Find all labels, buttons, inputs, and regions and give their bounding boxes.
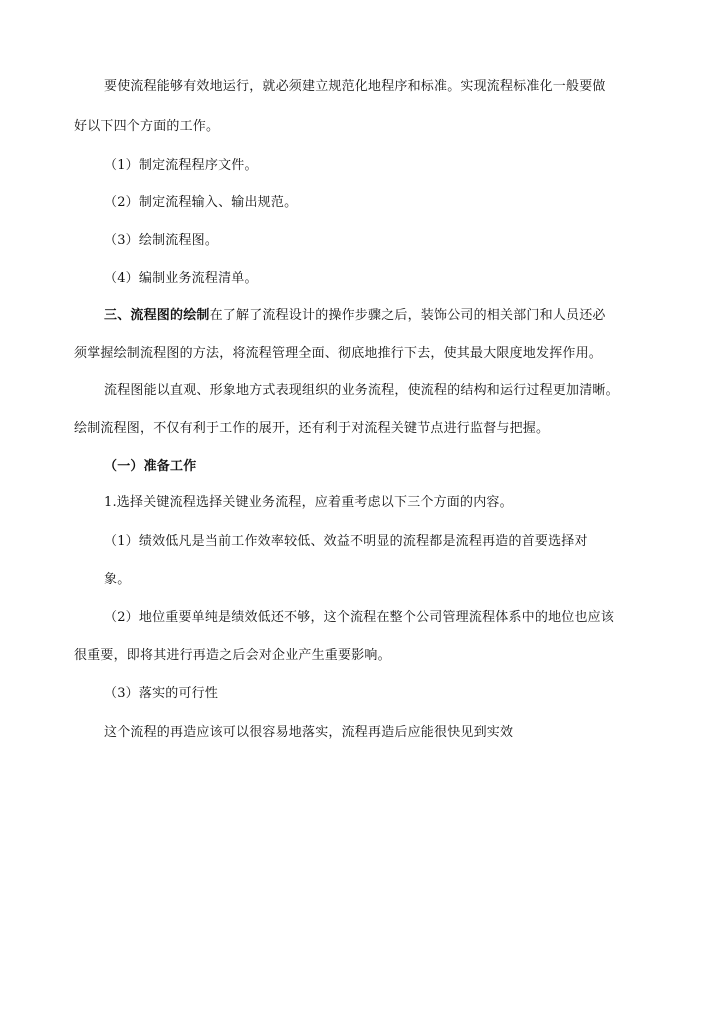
paragraph-line: 要使流程能够有效地运行，就必须建立规范化地程序和标准。实现流程标准化一般要做 — [104, 79, 606, 94]
subsection-heading: （一）准备工作 — [104, 459, 197, 474]
list-item: （3）绘制流程图。 — [104, 233, 219, 248]
paragraph-line: 绘制流程图，不仅有利于工作的展开，还有利于对流程关键节点进行监督与把握。 — [74, 421, 550, 436]
list-item: （2）地位重要单纯是绩效低还不够，这个流程在整个公司管理流程体系中的地位也应该 — [104, 610, 615, 625]
list-item-continuation: 象。 — [104, 572, 131, 587]
paragraph-line: 这个流程的再造应该可以很容易地落实，流程再造后应能很快见到实效 — [104, 725, 514, 740]
paragraph-line: 1.选择关键流程选择关键业务流程，应着重考虑以下三个方面的内容。 — [104, 495, 513, 510]
list-item: （2）制定流程输入、输出规范。 — [104, 195, 298, 210]
section-three-line — [104, 307, 606, 325]
paragraph-line: 须掌握绘制流程图的方法，将流程管理全面、彻底地推行下去，使其最大限度地发挥作用。 — [74, 346, 603, 361]
list-item: （1）制定流程程序文件。 — [104, 158, 258, 173]
section-heading: 三、流程图的绘制 — [104, 308, 210, 323]
list-item: （4）编制业务流程清单。 — [104, 271, 258, 286]
list-item-continuation: 很重要，即将其进行再造之后会对企业产生重要影响。 — [74, 648, 391, 663]
list-item: （1）绩效低凡是当前工作效率较低、效益不明显的流程都是流程再造的首要选择对 — [104, 534, 588, 549]
section-text: 在了解了流程设计的操作步骤之后，装饰公司的相关部门和人员还必 — [209, 308, 606, 323]
list-item: （3）落实的可行性 — [104, 686, 219, 701]
paragraph-line: 好以下四个方面的工作。 — [74, 119, 220, 134]
paragraph-line: 流程图能以直观、形象地方式表现组织的业务流程，使流程的结构和运行过程更加清晰。 — [104, 383, 619, 398]
